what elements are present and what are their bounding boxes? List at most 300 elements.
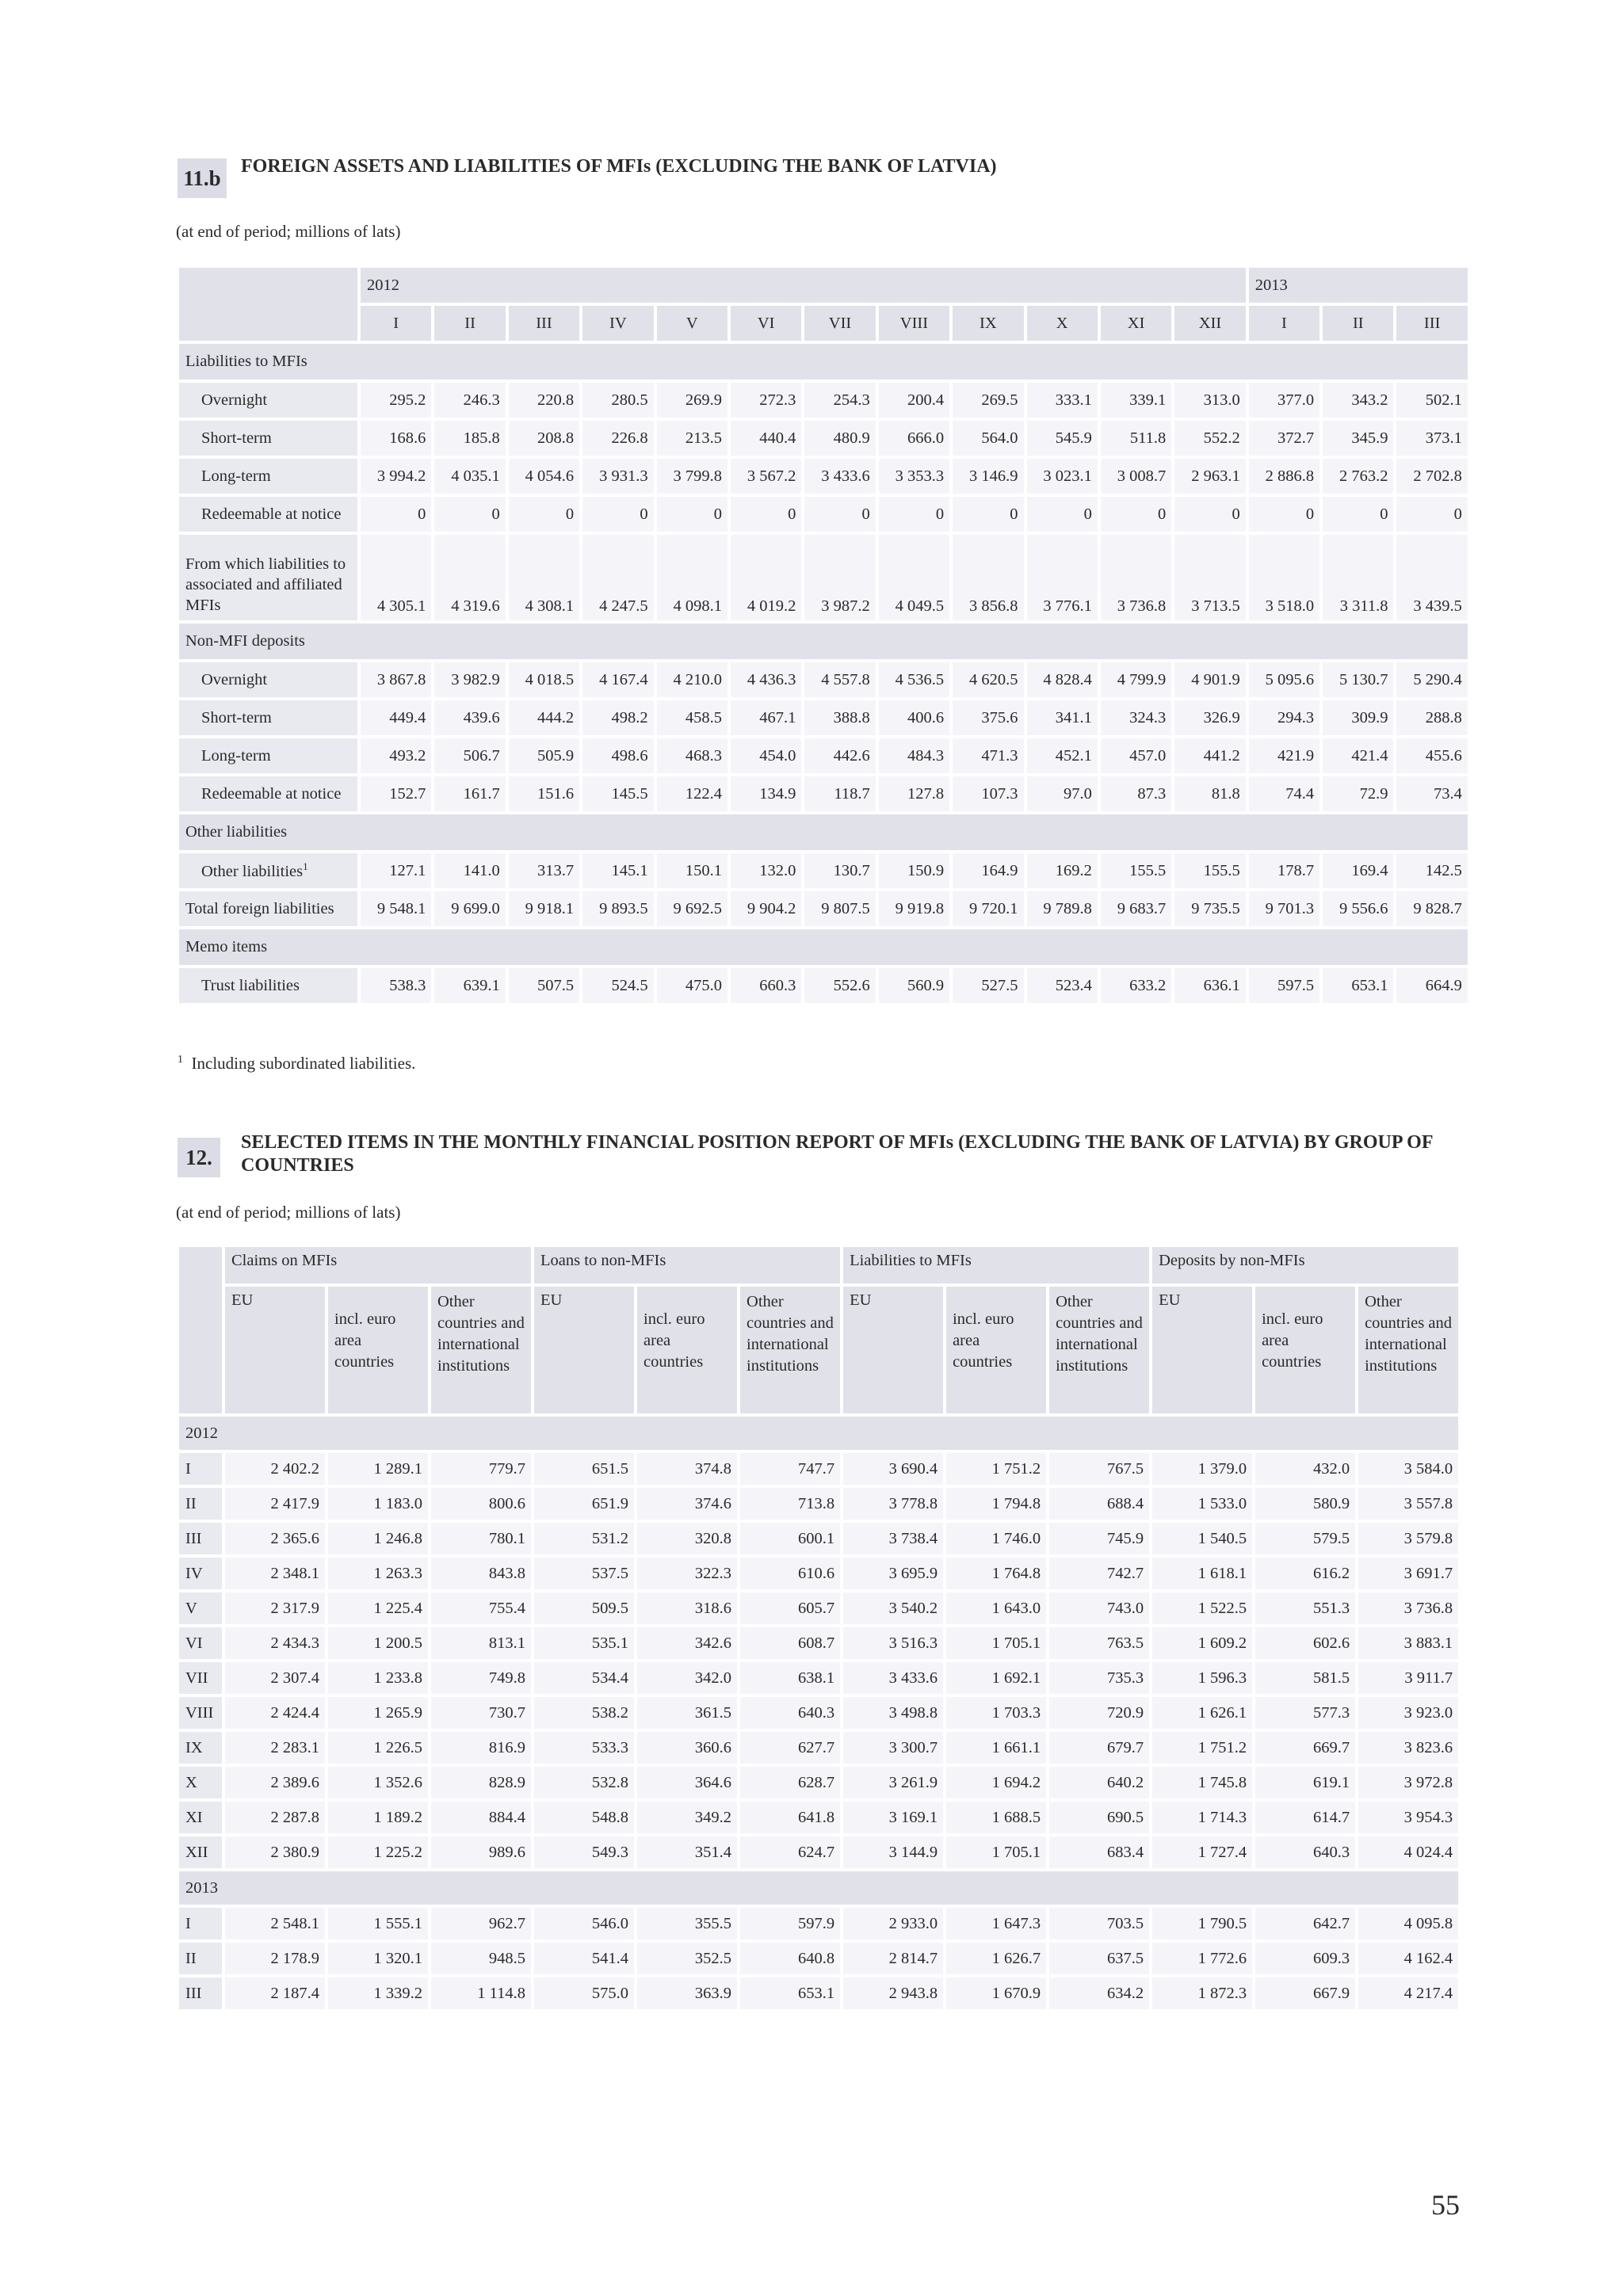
data-cell: 1 647.3	[946, 1908, 1046, 1939]
data-cell: 537.5	[534, 1558, 634, 1589]
data-cell: 2 417.9	[225, 1488, 325, 1520]
data-cell: 4 049.5	[879, 535, 949, 620]
data-cell: 9 735.5	[1174, 891, 1245, 926]
data-cell: 1 183.0	[328, 1488, 428, 1520]
data-cell: 169.2	[1027, 853, 1098, 888]
data-cell: 1 790.5	[1152, 1908, 1252, 1939]
data-cell: 363.9	[637, 1978, 737, 2009]
data-cell: 9 918.1	[509, 891, 579, 926]
data-cell: 1 626.1	[1152, 1697, 1252, 1729]
year-row: 2012	[179, 1417, 1458, 1450]
data-cell: 475.0	[657, 968, 727, 1003]
data-cell: 213.5	[657, 421, 727, 456]
data-cell: 4 210.0	[657, 662, 727, 697]
data-cell: 3 736.8	[1358, 1592, 1458, 1624]
data-cell: 3 776.1	[1027, 535, 1098, 620]
data-cell: 1 670.9	[946, 1978, 1046, 2009]
data-cell: 118.7	[804, 776, 875, 811]
data-cell: 4 828.4	[1027, 662, 1098, 697]
data-cell: 506.7	[434, 738, 505, 773]
data-cell: 72.9	[1323, 776, 1393, 811]
row-label-text: Overnight	[201, 670, 268, 688]
data-cell: 948.5	[431, 1943, 531, 1974]
data-cell: 713.8	[740, 1488, 840, 1520]
data-cell: 4 035.1	[434, 459, 505, 494]
row-label-text: Trust liabilities	[201, 976, 300, 994]
data-cell: 610.6	[740, 1558, 840, 1589]
month-label: VI	[179, 1627, 222, 1659]
data-cell: 730.7	[431, 1697, 531, 1729]
row-label-text: Long-term	[201, 467, 271, 485]
data-cell: 538.2	[534, 1697, 634, 1729]
data-cell: 1 189.2	[328, 1802, 428, 1833]
row-label	[179, 535, 357, 620]
data-cell: 800.6	[431, 1488, 531, 1520]
data-cell: 455.6	[1396, 738, 1467, 773]
data-cell: 1 609.2	[1152, 1627, 1252, 1659]
table-row	[179, 1836, 1458, 1868]
data-cell: 9 919.8	[879, 891, 949, 926]
data-cell: 2 424.4	[225, 1697, 325, 1729]
data-cell: 533.3	[534, 1732, 634, 1764]
data-cell: 742.7	[1049, 1558, 1149, 1589]
data-cell: 627.7	[740, 1732, 840, 1764]
table-row	[179, 1908, 1458, 1939]
month-header: II	[1323, 306, 1393, 341]
data-cell: 4 319.6	[434, 535, 505, 620]
data-cell: 600.1	[740, 1523, 840, 1554]
month-label: I	[179, 1453, 222, 1485]
data-cell: 1 352.6	[328, 1767, 428, 1798]
data-cell: 597.9	[740, 1908, 840, 1939]
data-cell: 3 439.5	[1396, 535, 1467, 620]
group-header: Loans to non-MFIs	[534, 1247, 840, 1283]
data-cell: 343.2	[1323, 383, 1393, 418]
data-cell: 493.2	[361, 738, 431, 773]
data-cell: 690.5	[1049, 1802, 1149, 1833]
data-cell: 226.8	[582, 421, 653, 456]
data-cell: 4 305.1	[361, 535, 431, 620]
unit-note: (at end of period; millions of lats)	[176, 1203, 401, 1222]
data-cell: 134.9	[731, 776, 801, 811]
data-cell: 444.2	[509, 700, 579, 735]
data-cell: 9 701.3	[1249, 891, 1319, 926]
data-cell: 1 643.0	[946, 1592, 1046, 1624]
month-label: V	[179, 1592, 222, 1624]
data-cell: 683.4	[1049, 1836, 1149, 1868]
data-cell: 1 746.0	[946, 1523, 1046, 1554]
month-label: III	[179, 1523, 222, 1554]
country-group-table	[176, 1244, 1461, 2012]
data-cell: 3 736.8	[1101, 535, 1171, 620]
data-cell: 345.9	[1323, 421, 1393, 456]
data-cell: 767.5	[1049, 1453, 1149, 1485]
data-cell: 679.7	[1049, 1732, 1149, 1764]
data-cell: 639.1	[434, 968, 505, 1003]
data-cell: 200.4	[879, 383, 949, 418]
section-number: 11.b	[178, 158, 227, 198]
data-cell: 364.6	[637, 1767, 737, 1798]
month-header: I	[361, 306, 431, 341]
data-cell: 309.9	[1323, 700, 1393, 735]
data-cell: 3 353.3	[879, 459, 949, 494]
data-cell: 3 823.6	[1358, 1732, 1458, 1764]
data-cell: 145.5	[582, 776, 653, 811]
data-cell: 130.7	[804, 853, 875, 888]
corner-cell	[179, 1247, 222, 1413]
table-row	[179, 1558, 1458, 1589]
data-cell: 9 548.1	[361, 891, 431, 926]
data-cell: 127.8	[879, 776, 949, 811]
data-cell: 545.9	[1027, 421, 1098, 456]
other-countries-header: Other countries and international institutions	[740, 1287, 840, 1413]
data-cell: 523.4	[1027, 968, 1098, 1003]
data-cell: 142.5	[1396, 853, 1467, 888]
data-cell: 9 807.5	[804, 891, 875, 926]
month-header: X	[1027, 306, 1098, 341]
data-cell: 498.2	[582, 700, 653, 735]
data-cell: 9 789.8	[1027, 891, 1098, 926]
data-cell: 4 557.8	[804, 662, 875, 697]
data-cell: 1 688.5	[946, 1802, 1046, 1833]
table-row	[179, 1802, 1458, 1833]
data-cell: 349.2	[637, 1802, 737, 1833]
table-row	[179, 1732, 1458, 1764]
data-cell: 884.4	[431, 1802, 531, 1833]
row-label-text: Long-term	[201, 746, 271, 765]
data-cell: 150.9	[879, 853, 949, 888]
data-cell: 2 287.8	[225, 1802, 325, 1833]
incl-euro-header: incl. euro area countries	[1255, 1287, 1355, 1413]
data-cell: 4 436.3	[731, 662, 801, 697]
table-row	[179, 1627, 1458, 1659]
data-cell: 151.6	[509, 776, 579, 811]
data-cell: 372.7	[1249, 421, 1319, 456]
data-cell: 342.0	[637, 1662, 737, 1694]
row-label	[179, 891, 357, 926]
data-cell: 1 522.5	[1152, 1592, 1252, 1624]
data-cell: 637.5	[1049, 1943, 1149, 1974]
data-cell: 1 751.2	[946, 1453, 1046, 1485]
data-cell: 2 702.8	[1396, 459, 1467, 494]
data-cell: 3 954.3	[1358, 1802, 1458, 1833]
data-cell: 107.3	[953, 776, 1023, 811]
data-cell: 3 311.8	[1323, 535, 1393, 620]
data-cell: 780.1	[431, 1523, 531, 1554]
data-cell: 322.3	[637, 1558, 737, 1589]
data-cell: 9 893.5	[582, 891, 653, 926]
section-header: Liabilities to MFIs	[179, 344, 1468, 379]
data-cell: 3 169.1	[843, 1802, 943, 1833]
data-cell: 1 626.7	[946, 1943, 1046, 1974]
data-cell: 352.5	[637, 1943, 737, 1974]
row-label	[179, 421, 357, 456]
data-cell: 3 695.9	[843, 1558, 943, 1589]
month-header: XII	[1174, 306, 1245, 341]
data-cell: 313.7	[509, 853, 579, 888]
data-cell: 2 348.1	[225, 1558, 325, 1589]
other-countries-header: Other countries and international institutions	[1049, 1287, 1149, 1413]
data-cell: 2 933.0	[843, 1908, 943, 1939]
data-cell: 272.3	[731, 383, 801, 418]
data-cell: 168.6	[361, 421, 431, 456]
data-cell: 457.0	[1101, 738, 1171, 773]
row-label	[179, 459, 357, 494]
month-label: IV	[179, 1558, 222, 1589]
month-header: IV	[582, 306, 653, 341]
month-header: VIII	[879, 306, 949, 341]
data-cell: 0	[804, 497, 875, 532]
data-cell: 3 540.2	[843, 1592, 943, 1624]
data-cell: 73.4	[1396, 776, 1467, 811]
data-cell: 1 872.3	[1152, 1978, 1252, 2009]
data-cell: 9 904.2	[731, 891, 801, 926]
data-cell: 81.8	[1174, 776, 1245, 811]
data-cell: 3 994.2	[361, 459, 431, 494]
data-cell: 208.8	[509, 421, 579, 456]
row-label-text: From which liabilities to associated and affiliated MFIs	[185, 555, 346, 614]
data-cell: 1 794.8	[946, 1488, 1046, 1520]
data-cell: 0	[657, 497, 727, 532]
data-cell: 3 518.0	[1249, 535, 1319, 620]
data-cell: 74.4	[1249, 776, 1319, 811]
eu-header: EU	[225, 1287, 325, 1413]
data-cell: 246.3	[434, 383, 505, 418]
section-header: Memo items	[179, 929, 1468, 965]
data-cell: 1 533.0	[1152, 1488, 1252, 1520]
data-cell: 4 054.6	[509, 459, 579, 494]
data-cell: 502.1	[1396, 383, 1467, 418]
data-cell: 1 618.1	[1152, 1558, 1252, 1589]
data-cell: 5 290.4	[1396, 662, 1467, 697]
data-cell: 2 365.6	[225, 1523, 325, 1554]
data-cell: 507.5	[509, 968, 579, 1003]
data-cell: 2 317.9	[225, 1592, 325, 1624]
data-cell: 575.0	[534, 1978, 634, 2009]
section-number: 12.	[178, 1138, 220, 1177]
data-cell: 548.8	[534, 1802, 634, 1833]
data-cell: 703.5	[1049, 1908, 1149, 1939]
data-cell: 324.3	[1101, 700, 1171, 735]
data-cell: 3 856.8	[953, 535, 1023, 620]
data-cell: 9 720.1	[953, 891, 1023, 926]
data-cell: 1 764.8	[946, 1558, 1046, 1589]
data-cell: 1 289.1	[328, 1453, 428, 1485]
data-cell: 3 300.7	[843, 1732, 943, 1764]
data-cell: 164.9	[953, 853, 1023, 888]
data-cell: 161.7	[434, 776, 505, 811]
month-label: XII	[179, 1836, 222, 1868]
data-cell: 1 200.5	[328, 1627, 428, 1659]
data-cell: 3 584.0	[1358, 1453, 1458, 1485]
row-label	[179, 738, 357, 773]
data-cell: 3 579.8	[1358, 1523, 1458, 1554]
data-cell: 1 263.3	[328, 1558, 428, 1589]
data-cell: 619.1	[1255, 1767, 1355, 1798]
data-cell: 4 019.2	[731, 535, 801, 620]
data-cell: 169.4	[1323, 853, 1393, 888]
data-cell: 660.3	[731, 968, 801, 1003]
data-cell: 1 705.1	[946, 1836, 1046, 1868]
data-cell: 2 283.1	[225, 1732, 325, 1764]
data-cell: 640.2	[1049, 1767, 1149, 1798]
data-cell: 0	[731, 497, 801, 532]
data-cell: 0	[879, 497, 949, 532]
page-number: 55	[1431, 2189, 1460, 2221]
data-cell: 580.9	[1255, 1488, 1355, 1520]
data-cell: 2 814.7	[843, 1943, 943, 1974]
data-cell: 641.8	[740, 1802, 840, 1833]
data-cell: 4 018.5	[509, 662, 579, 697]
incl-euro-header: incl. euro area countries	[946, 1287, 1046, 1413]
year-header: 2012	[361, 268, 1246, 303]
data-cell: 1 225.2	[328, 1836, 428, 1868]
data-cell: 0	[1249, 497, 1319, 532]
data-cell: 642.7	[1255, 1908, 1355, 1939]
data-cell: 614.7	[1255, 1802, 1355, 1833]
data-cell: 0	[582, 497, 653, 532]
table-row	[179, 1453, 1458, 1485]
data-cell: 9 683.7	[1101, 891, 1171, 926]
data-cell: 609.3	[1255, 1943, 1355, 1974]
unit-note: (at end of period; millions of lats)	[176, 222, 401, 241]
month-label: II	[179, 1488, 222, 1520]
data-cell: 458.5	[657, 700, 727, 735]
data-cell: 3 146.9	[953, 459, 1023, 494]
data-cell: 294.3	[1249, 700, 1319, 735]
data-cell: 651.9	[534, 1488, 634, 1520]
incl-euro-header: incl. euro area countries	[637, 1287, 737, 1413]
data-cell: 452.1	[1027, 738, 1098, 773]
data-cell: 535.1	[534, 1627, 634, 1659]
row-label-text: Other liabilities	[201, 862, 304, 880]
data-cell: 4 095.8	[1358, 1908, 1458, 1939]
table-row	[179, 1488, 1458, 1520]
data-cell: 3 778.8	[843, 1488, 943, 1520]
data-cell: 9 828.7	[1396, 891, 1467, 926]
section-title: SELECTED ITEMS IN THE MONTHLY FINANCIAL POSITION REPORT OF MFIs (EXCLUDING THE BANK OF LATVIA) BY GROUP OF COUNTRIES	[241, 1132, 1433, 1176]
data-cell: 185.8	[434, 421, 505, 456]
eu-header: EU	[534, 1287, 634, 1413]
data-cell: 155.5	[1174, 853, 1245, 888]
month-header: VII	[804, 306, 875, 341]
data-cell: 9 556.6	[1323, 891, 1393, 926]
eu-header: EU	[843, 1287, 943, 1413]
data-cell: 2 187.4	[225, 1978, 325, 2009]
month-header: III	[1396, 306, 1467, 341]
data-cell: 3 972.8	[1358, 1767, 1458, 1798]
data-cell: 1 233.8	[328, 1662, 428, 1694]
month-label: II	[179, 1943, 222, 1974]
data-cell: 0	[1027, 497, 1098, 532]
data-cell: 1 540.5	[1152, 1523, 1252, 1554]
data-cell: 628.7	[740, 1767, 840, 1798]
data-cell: 4 799.9	[1101, 662, 1171, 697]
data-cell: 5 095.6	[1249, 662, 1319, 697]
table-row	[179, 1697, 1458, 1729]
data-cell: 3 008.7	[1101, 459, 1171, 494]
data-cell: 602.6	[1255, 1627, 1355, 1659]
data-cell: 1 226.5	[328, 1732, 428, 1764]
data-cell: 581.5	[1255, 1662, 1355, 1694]
data-cell: 1 772.6	[1152, 1943, 1252, 1974]
data-cell: 342.6	[637, 1627, 737, 1659]
data-cell: 527.5	[953, 968, 1023, 1003]
data-cell: 4 162.4	[1358, 1943, 1458, 1974]
month-header: III	[509, 306, 579, 341]
footnote-marker: 1	[303, 860, 308, 873]
table-row	[179, 1592, 1458, 1624]
data-cell: 1 379.0	[1152, 1453, 1252, 1485]
data-cell: 377.0	[1249, 383, 1319, 418]
data-cell: 3 799.8	[657, 459, 727, 494]
data-cell: 3 982.9	[434, 662, 505, 697]
data-cell: 3 738.4	[843, 1523, 943, 1554]
data-cell: 816.9	[431, 1732, 531, 1764]
data-cell: 355.5	[637, 1908, 737, 1939]
data-cell: 351.4	[637, 1836, 737, 1868]
data-cell: 480.9	[804, 421, 875, 456]
data-cell: 87.3	[1101, 776, 1171, 811]
data-cell: 1 339.2	[328, 1978, 428, 2009]
data-cell: 0	[361, 497, 431, 532]
data-cell: 280.5	[582, 383, 653, 418]
data-cell: 442.6	[804, 738, 875, 773]
data-cell: 9 699.0	[434, 891, 505, 926]
month-header: I	[1249, 306, 1319, 341]
data-cell: 624.7	[740, 1836, 840, 1868]
month-header: XI	[1101, 306, 1171, 341]
row-label	[179, 662, 357, 697]
data-cell: 97.0	[1027, 776, 1098, 811]
section-header: Other liabilities	[179, 814, 1468, 850]
data-cell: 755.4	[431, 1592, 531, 1624]
row-label	[179, 853, 357, 888]
foreign-liabilities-table	[176, 265, 1471, 1006]
data-cell: 468.3	[657, 738, 727, 773]
data-cell: 254.3	[804, 383, 875, 418]
row-label	[179, 776, 357, 811]
data-cell: 421.9	[1249, 738, 1319, 773]
row-label	[179, 968, 357, 1003]
data-cell: 1 661.1	[946, 1732, 1046, 1764]
data-cell: 388.8	[804, 700, 875, 735]
data-cell: 2 548.1	[225, 1908, 325, 1939]
data-cell: 720.9	[1049, 1697, 1149, 1729]
data-cell: 145.1	[582, 853, 653, 888]
data-cell: 640.8	[740, 1943, 840, 1974]
data-cell: 3 023.1	[1027, 459, 1098, 494]
data-cell: 373.1	[1396, 421, 1467, 456]
data-cell: 608.7	[740, 1627, 840, 1659]
data-cell: 467.1	[731, 700, 801, 735]
data-cell: 4 024.4	[1358, 1836, 1458, 1868]
data-cell: 269.5	[953, 383, 1023, 418]
data-cell: 127.1	[361, 853, 431, 888]
month-label: IX	[179, 1732, 222, 1764]
data-cell: 3 987.2	[804, 535, 875, 620]
row-label-text: Total foreign liabilities	[185, 899, 334, 917]
data-cell: 0	[1323, 497, 1393, 532]
data-cell: 178.7	[1249, 853, 1319, 888]
data-cell: 534.4	[534, 1662, 634, 1694]
data-cell: 1 751.2	[1152, 1732, 1252, 1764]
data-cell: 552.6	[804, 968, 875, 1003]
data-cell: 828.9	[431, 1767, 531, 1798]
data-cell: 288.8	[1396, 700, 1467, 735]
data-cell: 749.8	[431, 1662, 531, 1694]
data-cell: 498.6	[582, 738, 653, 773]
